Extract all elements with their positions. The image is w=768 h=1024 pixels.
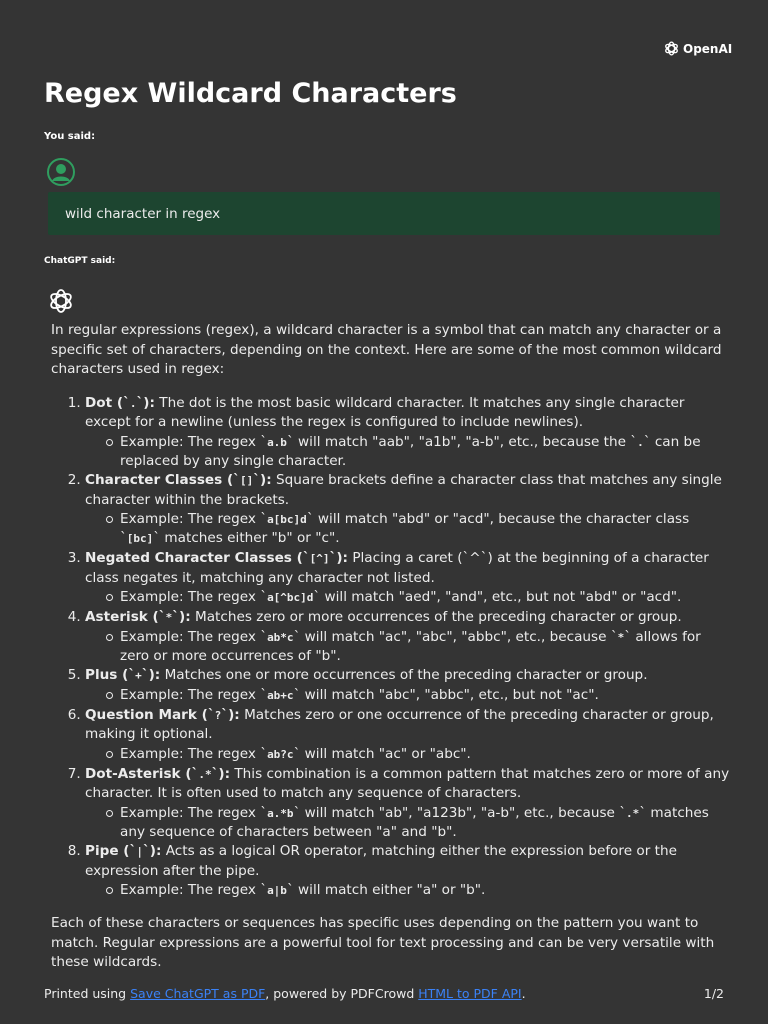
list-item	[85, 765, 731, 841]
example-middle: will match "ac", "abc", "abbc", etc., because	[300, 628, 611, 645]
example-code-2: [bc]	[126, 532, 154, 546]
item-symbol-wrap: (`[^]`):	[291, 550, 348, 567]
item-symbol: ?	[214, 708, 222, 722]
example-item: Example: The regex `a[^bc]d` will match "aed", "and", etc., but not "abd" or "acd".	[120, 588, 731, 607]
list-item	[85, 706, 731, 764]
intro-paragraph: In regular expressions (regex), a wildcard character is a symbol that can match any character or a specific set of characters, depending on the context. Here are some of the most common wildcard characters used in regex:	[51, 322, 722, 378]
openai-logo-icon	[663, 40, 680, 57]
example-item: Example: The regex `ab?c` will match "ac" or "abc".	[120, 745, 731, 764]
item-symbol-wrap: (`+`):	[117, 666, 161, 683]
example-item: Example: The regex `a.b` will match "aab", "a1b", "a-b", etc., because the `.` can be replaced by any single character.	[120, 433, 731, 470]
example-code: a|b	[267, 884, 287, 898]
item-symbol: +	[135, 668, 142, 682]
item-term: Pipe	[85, 842, 119, 859]
item-description: Matches zero or one occurrence of the preceding character or group, making it optional.	[85, 706, 714, 743]
page-number: 1/2	[703, 986, 724, 1001]
example-code: a.*b	[267, 806, 294, 820]
example-code: a[bc]d	[267, 513, 307, 527]
example-code: ab+c	[267, 688, 294, 702]
example-suffix: matches any sequence of characters between "a" and "b".	[120, 804, 709, 840]
example-item: Example: The regex `a|b` will match either "a" or "b".	[120, 881, 731, 900]
example-list	[85, 510, 731, 548]
item-term: Plus	[85, 666, 118, 683]
item-symbol: []	[239, 473, 254, 487]
item-description: Placing a caret (`^`) at the beginning of a character class negates it, matching any character not listed.	[85, 550, 709, 586]
example-list	[85, 588, 731, 607]
example-item: Example: The regex `a.*b` will match "ab", "a123b", "a-b", etc., because `.*` matches any sequence of characters between "a" and "b".	[120, 804, 731, 841]
item-description: The dot is the most basic wildcard character. It matches any single character except for a newline (unless the regex is configured to include newlines).	[85, 394, 685, 431]
example-prefix: Example: The regex	[120, 628, 261, 645]
example-list	[85, 804, 731, 841]
example-code: a[^bc]d	[267, 591, 314, 605]
item-term: Dot	[85, 394, 113, 411]
footer-suffix: .	[521, 986, 526, 1001]
brand-name: OpenAI	[683, 41, 733, 56]
item-symbol-wrap: (`.*`):	[180, 765, 231, 782]
example-middle: will match "ab", "a123b", "a-b", etc., because	[300, 804, 620, 821]
item-symbol-wrap: (`*`):	[147, 609, 191, 626]
chatgpt-logo-icon	[47, 287, 75, 315]
example-suffix: matches either "b" or "c".	[160, 530, 340, 547]
html-to-pdf-api-link[interactable]: HTML to PDF API	[418, 986, 522, 1001]
page-title: Regex Wildcard Characters	[44, 78, 457, 109]
example-middle: will match either "a" or "b".	[293, 882, 486, 899]
user-message-bubble	[48, 192, 720, 235]
item-description: Matches zero or more occurrences of the preceding character or group.	[194, 609, 682, 626]
item-symbol: [^]	[309, 552, 330, 566]
example-code-2: *	[617, 630, 625, 644]
example-prefix: Example: The regex	[120, 511, 261, 528]
example-middle: will match "abc", "abbc", etc., but not "ac".	[300, 686, 599, 703]
example-item: Example: The regex `ab*c` will match "ac", "abc", "abbc", etc., because `*` allows for zero or more occurrences of "b".	[120, 628, 731, 665]
item-term: Asterisk	[85, 609, 148, 626]
item-symbol-wrap: (`[]`):	[222, 471, 272, 488]
item-symbol: *	[165, 611, 173, 625]
item-symbol: .*	[198, 767, 212, 781]
openai-brand	[663, 40, 732, 57]
example-code-2: .	[637, 435, 644, 449]
example-list	[85, 881, 731, 900]
item-symbol: |	[136, 844, 143, 858]
example-prefix: Example: The regex	[120, 433, 261, 450]
item-term: Negated Character Classes	[85, 550, 292, 567]
list-item	[85, 471, 731, 548]
example-middle: will match "aab", "a1b", "a-b", etc., because the	[293, 433, 631, 450]
example-middle: will match "aed", "and", etc., but not "abd" or "acd".	[320, 589, 682, 606]
example-prefix: Example: The regex	[120, 686, 261, 703]
item-description: Square brackets define a character class that matches any single character within the brackets.	[85, 471, 722, 508]
footer-prefix: Printed using	[44, 986, 131, 1001]
item-term: Question Mark	[85, 706, 197, 723]
example-prefix: Example: The regex	[120, 804, 261, 821]
assistant-message	[51, 321, 731, 973]
user-label: You said:	[44, 131, 96, 142]
example-item: Example: The regex `a[bc]d` will match "abd" or "acd", because the character class `[bc]` matches either "b" or "c".	[120, 510, 731, 548]
list-item	[85, 549, 731, 607]
item-description: Acts as a logical OR operator, matching either the expression before or the expression after the pipe.	[85, 842, 677, 879]
example-list	[85, 686, 731, 705]
example-middle: will match "ac" or "abc".	[300, 745, 471, 762]
save-chatgpt-pdf-link[interactable]: Save ChatGPT as PDF	[130, 986, 266, 1001]
user-avatar-icon	[46, 157, 76, 187]
example-code: ab*c	[267, 630, 294, 644]
list-item	[85, 842, 731, 900]
item-term: Character Classes	[85, 471, 223, 488]
example-list	[85, 628, 731, 665]
user-message-text: wild character in regex	[65, 205, 221, 222]
item-description: Matches one or more occurrences of the preceding character or group.	[164, 666, 648, 683]
assistant-label: ChatGPT said:	[44, 256, 116, 266]
item-symbol: .	[129, 396, 137, 410]
example-prefix: Example: The regex	[120, 882, 261, 899]
item-term: Dot-Asterisk	[85, 765, 181, 782]
example-item: Example: The regex `ab+c` will match "abc", "abbc", etc., but not "ac".	[120, 686, 731, 705]
item-symbol-wrap: (`?`):	[196, 706, 240, 723]
example-list	[85, 745, 731, 764]
list-item	[85, 666, 731, 705]
item-description: This combination is a common pattern that matches zero or more of any character. It is often used to match any sequence of characters.	[85, 765, 730, 802]
item-symbol-wrap: (`|`):	[118, 842, 162, 859]
list-item	[85, 394, 731, 470]
list-item	[85, 608, 731, 665]
print-footer	[44, 986, 526, 1001]
conclusion-paragraph: Each of these characters or sequences has specific uses depending on the pattern you want to match. Regular expressions are a powerful tool for text processing and can be very versatile with these wildcards.	[51, 915, 715, 971]
footer-middle: , powered by PDFCrowd	[265, 986, 419, 1001]
example-suffix: can be replaced by any single character.	[120, 433, 701, 469]
example-code-2: .*	[626, 806, 640, 820]
example-suffix: allows for zero or more occurrences of "b".	[120, 628, 701, 664]
wildcard-list	[51, 394, 731, 900]
example-code: ab?c	[267, 747, 294, 761]
item-symbol-wrap: (`.`):	[112, 394, 155, 411]
example-middle: will match "abd" or "acd", because the character class	[313, 511, 690, 528]
example-prefix: Example: The regex	[120, 745, 261, 762]
example-prefix: Example: The regex	[120, 589, 261, 606]
example-list	[85, 433, 731, 470]
example-code: a.b	[267, 435, 287, 449]
